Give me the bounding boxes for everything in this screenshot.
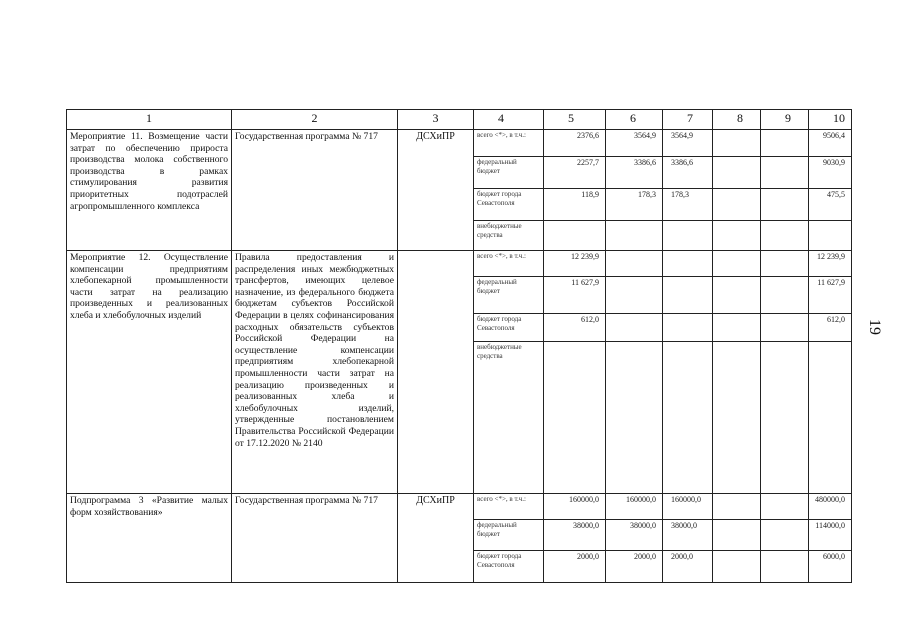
value-cell	[809, 342, 852, 494]
source-cell: всего <*>, в т.ч.:	[474, 494, 544, 520]
value-cell: 9506,4	[809, 130, 852, 157]
executor-cell	[398, 251, 474, 494]
value-cell: 38000,0	[663, 520, 713, 551]
basis-cell: Государственная программа № 717	[232, 130, 398, 251]
value-cell: 12 239,9	[544, 251, 606, 277]
executor-cell: ДСХиПР	[398, 494, 474, 583]
value-cell	[606, 221, 663, 251]
value-cell: 118,9	[544, 189, 606, 221]
value-cell: 2257,7	[544, 157, 606, 189]
table-row	[67, 494, 852, 520]
header-cell: 7	[663, 110, 713, 130]
value-cell	[713, 342, 761, 494]
value-cell: 160000,0	[663, 494, 713, 520]
value-cell: 2376,6	[544, 130, 606, 157]
value-cell: 160000,0	[544, 494, 606, 520]
value-cell: 11 627,9	[809, 277, 852, 314]
value-cell	[713, 130, 761, 157]
value-cell: 3564,9	[606, 130, 663, 157]
value-cell	[761, 221, 809, 251]
value-cell: 9030,9	[809, 157, 852, 189]
activity-cell: Мероприятие 11. Возмещение части затрат по обеспечению прироста производства молока собственного производства в рамках стимулирования развития приоритетных подотраслей агропромышленного комплекса	[67, 130, 232, 251]
value-cell	[544, 221, 606, 251]
value-cell	[761, 551, 809, 583]
header-cell: 6	[606, 110, 663, 130]
source-cell: бюджет города Севастополя	[474, 551, 544, 583]
executor-cell: ДСХиПР	[398, 130, 474, 251]
header-cell: 2	[232, 110, 398, 130]
value-cell	[606, 314, 663, 342]
basis-cell: Государственная программа № 717	[232, 494, 398, 583]
value-cell	[713, 551, 761, 583]
header-cell: 8	[713, 110, 761, 130]
value-cell	[713, 277, 761, 314]
value-cell	[663, 221, 713, 251]
value-cell: 12 239,9	[809, 251, 852, 277]
value-cell: 11 627,9	[544, 277, 606, 314]
header-cell: 4	[474, 110, 544, 130]
value-cell	[713, 314, 761, 342]
value-cell: 178,3	[606, 189, 663, 221]
header-cell: 5	[544, 110, 606, 130]
value-cell	[663, 251, 713, 277]
value-cell: 2000,0	[606, 551, 663, 583]
funding-table	[66, 109, 852, 583]
value-cell: 2000,0	[544, 551, 606, 583]
value-cell	[761, 251, 809, 277]
value-cell	[761, 314, 809, 342]
table-row	[67, 251, 852, 277]
source-cell: федеральный бюджет	[474, 520, 544, 551]
source-cell: всего <*>, в т.ч.:	[474, 130, 544, 157]
table-row	[67, 130, 852, 157]
page-number: 19	[866, 319, 883, 335]
value-cell	[606, 251, 663, 277]
value-cell: 38000,0	[606, 520, 663, 551]
value-cell: 3386,6	[606, 157, 663, 189]
value-cell: 2000,0	[663, 551, 713, 583]
value-cell	[544, 342, 606, 494]
header-cell: 3	[398, 110, 474, 130]
value-cell	[663, 342, 713, 494]
value-cell	[663, 277, 713, 314]
value-cell	[713, 251, 761, 277]
header-cell: 1	[67, 110, 232, 130]
source-cell: бюджет города Севастополя	[474, 189, 544, 221]
activity-cell: Подпрограмма 3 «Развитие малых форм хозяйствования»	[67, 494, 232, 583]
value-cell	[761, 130, 809, 157]
value-cell: 6000,0	[809, 551, 852, 583]
header-cell: 9	[761, 110, 809, 130]
value-cell	[713, 520, 761, 551]
source-cell: федеральный бюджет	[474, 157, 544, 189]
source-cell: внебюджетные средства	[474, 221, 544, 251]
value-cell: 160000,0	[606, 494, 663, 520]
header-cell: 10	[809, 110, 852, 130]
source-cell: всего <*>, в т.ч.:	[474, 251, 544, 277]
value-cell: 475,5	[809, 189, 852, 221]
activity-cell: Мероприятие 12. Осуществление компенсации предприятиям хлебопекарной промышленности части затрат на реализацию произведенных и реализованных хлеба и хлебобулочных изделий	[67, 251, 232, 494]
value-cell: 3386,6	[663, 157, 713, 189]
value-cell: 114000,0	[809, 520, 852, 551]
source-cell: федеральный бюджет	[474, 277, 544, 314]
basis-cell: Правила предоставления и распределения иных межбюджетных трансфертов, имеющих целевое назначение, из федерального бюджета бюджетам субъектов Российской Федерации в целях софинансирования расходных обязательств субъектов Российской Федерации на осуществление компенсации предприятиям хлебопекарной промышленности части затрат на реализацию произведенных и реализованных хлеба и хлебобулочных изделий, утвержденные постановлением Правительства Российской Федерации от 17.12.2020 № 2140	[232, 251, 398, 494]
source-cell: внебюджетные средства	[474, 342, 544, 494]
value-cell	[761, 342, 809, 494]
value-cell	[761, 157, 809, 189]
value-cell	[713, 494, 761, 520]
value-cell	[761, 494, 809, 520]
value-cell: 612,0	[809, 314, 852, 342]
value-cell	[761, 189, 809, 221]
value-cell	[713, 157, 761, 189]
value-cell: 178,3	[663, 189, 713, 221]
value-cell: 38000,0	[544, 520, 606, 551]
value-cell	[713, 189, 761, 221]
value-cell	[606, 342, 663, 494]
header-row	[67, 110, 852, 130]
value-cell	[761, 277, 809, 314]
value-cell	[761, 520, 809, 551]
value-cell: 480000,0	[809, 494, 852, 520]
value-cell: 3564,9	[663, 130, 713, 157]
value-cell	[713, 221, 761, 251]
source-cell: бюджет города Севастополя	[474, 314, 544, 342]
value-cell: 612,0	[544, 314, 606, 342]
value-cell	[606, 277, 663, 314]
value-cell	[663, 314, 713, 342]
value-cell	[809, 221, 852, 251]
